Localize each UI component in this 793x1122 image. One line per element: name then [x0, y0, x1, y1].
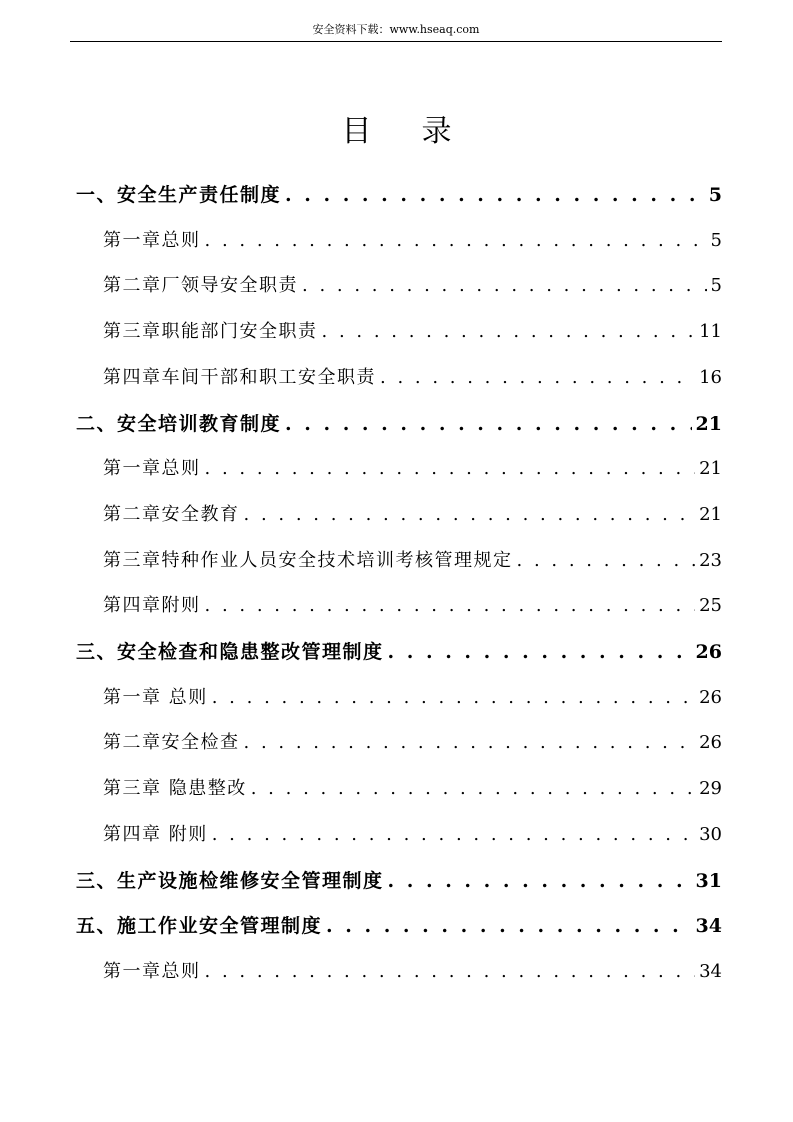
toc-chapter-entry[interactable] [103, 318, 722, 346]
toc-dot-leader [205, 958, 696, 986]
toc-entry-title: 第四章 附则 [103, 823, 208, 845]
toc-page-number: 26 [699, 686, 722, 708]
toc-entry-title: 第二章安全教育 [103, 503, 240, 525]
toc-dot-leader [285, 410, 692, 438]
toc-section-entry[interactable] [76, 181, 722, 209]
toc-chapter-entry[interactable] [103, 227, 722, 255]
toc-dot-leader [322, 318, 696, 346]
toc-dot-leader [205, 592, 696, 620]
toc-dot-leader [212, 821, 695, 849]
toc-page-number: 34 [695, 915, 722, 938]
toc-entry-title: 第二章安全检查 [103, 732, 240, 754]
toc-page-number: 30 [699, 823, 722, 845]
toc-entry-title: 第三章特种作业人员安全技术培训考核管理规定 [103, 549, 513, 571]
toc-chapter-entry[interactable] [103, 592, 722, 620]
toc-section-entry[interactable] [76, 867, 722, 895]
toc-entry-title: 五、施工作业安全管理制度 [76, 915, 323, 938]
toc-chapter-entry[interactable] [103, 455, 722, 483]
toc-entry-title: 第一章总则 [103, 960, 201, 982]
page-title: 目录 [341, 114, 502, 149]
toc-entry-title: 第四章车间干部和职工安全职责 [103, 366, 376, 388]
toc-entry-title: 三、安全检查和隐患整改管理制度 [76, 641, 384, 663]
toc-page-number: 23 [699, 549, 722, 571]
toc-dot-leader [244, 501, 696, 529]
toc-section-entry[interactable] [76, 912, 722, 940]
toc-page-number: 26 [695, 641, 722, 663]
toc-page-number: 29 [699, 778, 722, 800]
toc-dot-leader [205, 455, 696, 483]
toc-entry-title: 第三章职能部门安全职责 [103, 321, 318, 343]
toc-dot-leader [380, 364, 695, 392]
toc-page-number: 26 [699, 732, 722, 754]
toc-page-number: 31 [695, 869, 722, 892]
toc-dot-leader [388, 638, 692, 666]
toc-dot-leader [244, 729, 696, 757]
toc-page-number: 16 [699, 366, 722, 388]
toc-page-number: 21 [699, 503, 722, 525]
toc-page-number: 25 [699, 595, 722, 617]
toc-page-number: 11 [699, 321, 722, 343]
toc-page-number: 5 [710, 229, 722, 251]
toc-entry-title: 第一章 总则 [103, 686, 208, 708]
header-text: 安全资料下载：www.hseaq.com [312, 23, 480, 36]
toc-dot-leader [326, 912, 692, 940]
toc-dot-leader [302, 272, 707, 300]
toc-chapter-entry[interactable] [103, 958, 722, 986]
toc-entry-title: 第一章总则 [103, 229, 201, 251]
toc-dot-leader [517, 547, 696, 575]
toc-page-number: 5 [710, 275, 722, 297]
toc-chapter-entry[interactable] [103, 821, 722, 849]
toc-entry-title: 二、安全培训教育制度 [76, 412, 282, 435]
toc-dot-leader [205, 227, 707, 255]
toc-chapter-entry[interactable] [103, 684, 722, 712]
toc-entry-title: 第一章总则 [103, 458, 201, 480]
toc-section-entry[interactable] [76, 410, 722, 438]
toc-page-number: 34 [699, 960, 722, 982]
toc-dot-leader [251, 775, 695, 803]
toc-dot-leader [388, 867, 692, 895]
toc-entry-title: 第三章 隐患整改 [103, 778, 247, 800]
toc-page-number: 21 [699, 458, 722, 480]
toc-chapter-entry[interactable] [103, 364, 722, 392]
toc-page-number: 21 [695, 412, 722, 435]
toc-entry-title: 一、安全生产责任制度 [76, 184, 282, 206]
toc-dot-leader [285, 181, 705, 209]
toc-chapter-entry[interactable] [103, 775, 722, 803]
toc-entry-title: 第二章厂领导安全职责 [103, 275, 298, 297]
toc-chapter-entry[interactable] [103, 501, 722, 529]
toc-entry-title: 第四章附则 [103, 595, 201, 617]
toc-chapter-entry[interactable] [103, 729, 722, 757]
toc-dot-leader [212, 684, 695, 712]
toc-chapter-entry[interactable] [103, 272, 722, 300]
toc-entry-title: 三、生产设施检维修安全管理制度 [76, 869, 384, 892]
toc-section-entry[interactable] [76, 638, 722, 666]
toc-page-number: 5 [708, 184, 722, 206]
toc-chapter-entry[interactable] [103, 547, 722, 575]
